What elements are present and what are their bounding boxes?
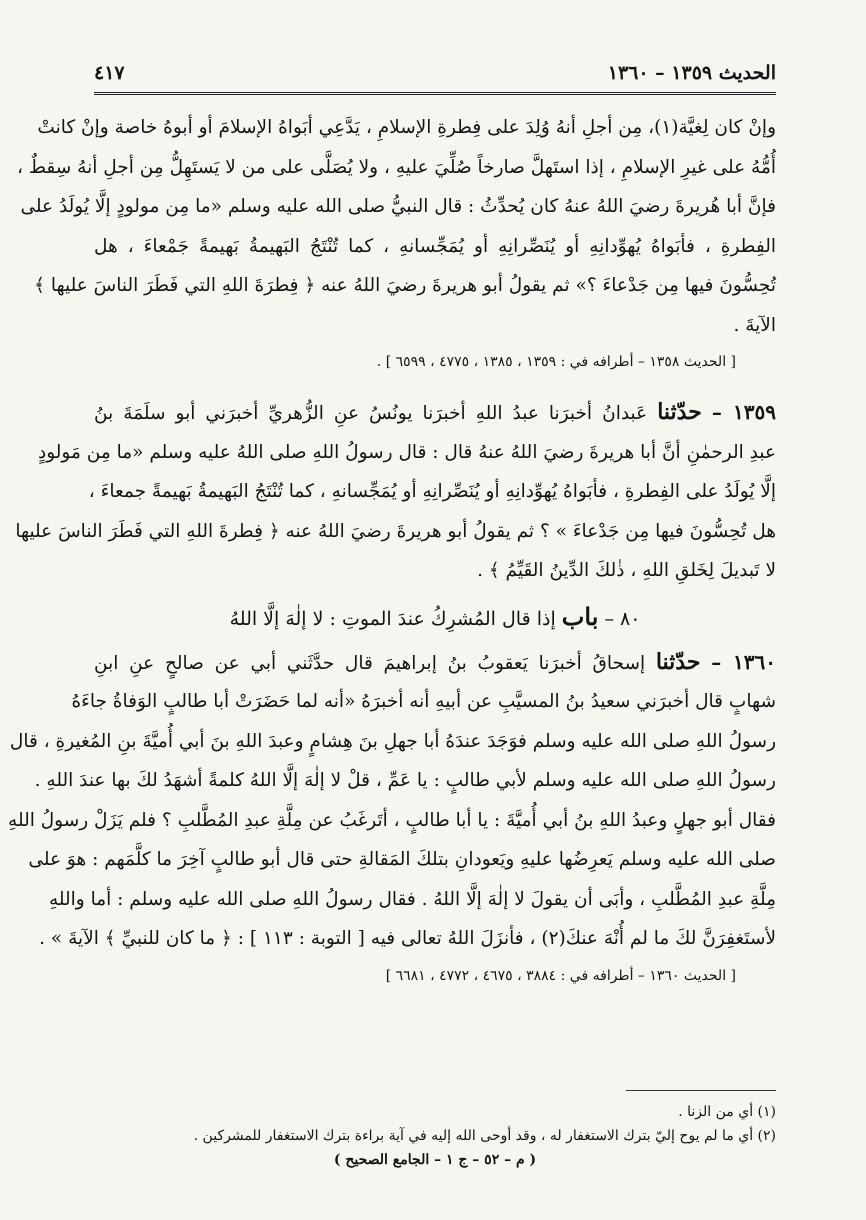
chapter-heading bbox=[94, 591, 776, 643]
page-body bbox=[8, 108, 776, 993]
footnote-rule bbox=[626, 1090, 776, 1091]
footnote: (١) أي من الزنا . bbox=[678, 1104, 776, 1120]
text-line bbox=[94, 643, 776, 683]
chapter-title: إذا قال المُشرِكُ عندَ الموتِ : لا إلٰهَ إلَّا اللهُ bbox=[229, 607, 556, 630]
page-number: ٤١٧ bbox=[94, 62, 125, 84]
text-line: هل تُحِسُّونَ فيها مِن جَدْعاءَ » ؟ ثم يقولُ أبو هريرةَ رضيَ اللهُ عنه ﴿ فِطرةَ اللهِ التي فَطَرَ الناسَ عليها bbox=[15, 520, 776, 542]
header-rule bbox=[94, 92, 776, 95]
text-line bbox=[94, 393, 776, 433]
hadith-number: ١٣٦٠ – bbox=[711, 649, 776, 674]
hadith-1360 bbox=[8, 643, 776, 993]
text-line: وإنْ كان لِغيَّة(١)، مِن أجلِ أنهُ وُلِدَ على فِطرةِ الإسلامِ ، يَدَّعِي أبَواهُ الإسلامَ أو أبوهُ خاصة وإنْ كانتْ bbox=[37, 117, 776, 138]
text-line: الفِطرةِ ، فأبَواهُ يُهوِّدانِهِ أو يُنَصِّرانِهِ أو يُمَجِّسانهِ ، كما تُنْتَجُ البَهيمةُ بَهيمةً جَمْعاءَ ، هل bbox=[94, 235, 776, 257]
text-line: لا تَبديلَ لِخَلقِ اللهِ ، ذٰلكَ الدِّينُ القَيِّمُ ﴾ . bbox=[477, 560, 776, 581]
hadith-keyword: حدّثنا bbox=[657, 399, 702, 425]
text-line: فقال أبو جهلٍ وعبدُ اللهِ بنُ أبي أُميَّةَ : يا أبا طالبٍ ، أتَرغَبُ عن مِلَّةِ عبدِ المُطَّلبِ ؟ فلم يَزَلْ رسولُ اللهِ bbox=[8, 809, 776, 831]
text-line: شهابٍ قال أخبرَني سعيدُ بنُ المسيَّبِ عن أبيهِ أنه أخبرَهُ «أنه لما حَضَرَتْ أبا طالبٍ الوَفاةُ جاءَهُ bbox=[71, 691, 776, 712]
text-line: أُمُّهُ على غيرِ الإسلامِ ، إذا استَهلَّ صارخاً صُلِّيَ عليهِ ، ولا يُصَلَّى على من لا يَستَهِلُّ مِن أجلِ أنهُ سِقطٌ ، bbox=[17, 156, 776, 178]
hadith-1359 bbox=[15, 393, 776, 591]
text-line: عبدِ الرحمٰنِ أنَّ أبا هريرةَ رضيَ اللهُ عنهُ قال : قال رسولُ اللهِ صلى اللهُ عليه وسلم «ما مِن مَولودٍ bbox=[37, 441, 776, 463]
hadith-text: عَبدانُ أخبرَنا عبدُ اللهِ أخبرَنا يونُسُ عنِ الزُّهريِّ أخبرَني أبو سلَمَةَ بنُ bbox=[94, 403, 648, 424]
text-line: لأستَغفِرَنَّ لكَ ما لم أُنْهَ عنكَ(٢) ، فأنزَلَ اللهُ تعالى فيه [ التوبة : ١١٣ ] : ﴿ ما كان للنبيِّ ﴾ الآيةَ » . bbox=[39, 928, 776, 949]
footnote: (٢) أي ما لم يوح إليّ بترك الاستغفار له ، وقد أوحى الله إليه في آية براءة بترك الاستغفار للمشركين . bbox=[193, 1128, 776, 1144]
text-line: رسولُ اللهِ صلى الله عليه وسلم لأبي طالبٍ : يا عَمِّ ، قلْ لا إلٰهَ إلَّا اللهُ كلمةً أشهَدُ لكَ بها عندَ اللهِ . bbox=[34, 770, 776, 791]
hadith-number: ١٣٥٩ – bbox=[711, 400, 776, 424]
hadith-cross-reference: [ الحديث ١٣٥٨ – أطرافه في : ١٣٥٩ ، ١٣٨٥ ، ٤٧٧٥ ، ٦٥٩٩ ] . bbox=[376, 354, 736, 370]
text-line: صلى الله عليه وسلم يَعرِضُها عليهِ ويَعودانِ بتلكَ المَقالةِ حتى قال أبو طالبٍ آخِرَ ما كلَّمَهم : هوَ على bbox=[28, 849, 776, 870]
hadith-keyword: حدّثنا bbox=[655, 648, 701, 675]
page-header bbox=[94, 56, 776, 90]
chapter-word: باب bbox=[561, 601, 599, 631]
text-line: الآيةَ . bbox=[733, 314, 776, 336]
hadith-cross-reference: [ الحديث ١٣٦٠ – أطرافه في : ٣٨٨٤ ، ٤٦٧٥ ، ٤٧٧٢ ، ٦٦٨١ ] bbox=[385, 967, 736, 984]
text-line: فإنَّ أبا هُريرةَ رضيَ اللهُ عنهُ كان يُحدِّثُ : قال النبيُّ صلى الله عليه وسلم «ما مِن مولودٍ إلَّا يُولَدُ على bbox=[20, 196, 776, 217]
text-line: تُحِسُّونَ فيها مِن جَدْعاءَ ؟» ثم يقولُ أبو هريرةَ رضيَ اللهُ عنه ﴿ فِطرَةَ اللهِ التي فَطَرَ الناسَ عليها ﴾ bbox=[34, 275, 776, 296]
signature-mark: ( م – ٥٢ – ج ١ – الجامع الصحيح ) bbox=[333, 1152, 537, 1168]
hadith-text: إسحاقُ أخبرَنا يَعقوبُ بنُ إبراهيمَ قال حدَّثَني أبي عن صالحٍ عنِ ابنِ bbox=[94, 652, 646, 674]
text-line: مِلَّةِ عبدِ المُطَّلبِ ، وأبَى أن يقولَ لا إلٰهَ إلَّا اللهُ . فقال رسولُ اللهِ صلى الله عليه وسلم : أما واللهِ bbox=[48, 888, 776, 910]
footnotes bbox=[94, 1100, 776, 1172]
running-title: الحديث ١٣٥٩ – ١٣٦٠ bbox=[607, 62, 776, 84]
text-line: إلَّا يُولَدُ على الفِطرةِ ، فأبَواهُ يُهوِّدانِهِ أو يُنَصِّرانِهِ أو يُمَجِّسانهِ ، كما تُنْتَجُ البَهيمةُ بَهيمةً جمعاءَ ، bbox=[88, 481, 776, 502]
previous-hadith-continuation bbox=[17, 108, 776, 379]
text-line: رسولُ اللهِ صلى الله عليه وسلم فوَجَدَ عندَهُ أبا جهلِ بنَ هِشامٍ وعبدَ اللهِ بنَ أبي أُميَّةَ بنِ المُغيرةِ ، قال bbox=[9, 730, 776, 752]
chapter-number: ٨٠ – bbox=[604, 607, 641, 630]
